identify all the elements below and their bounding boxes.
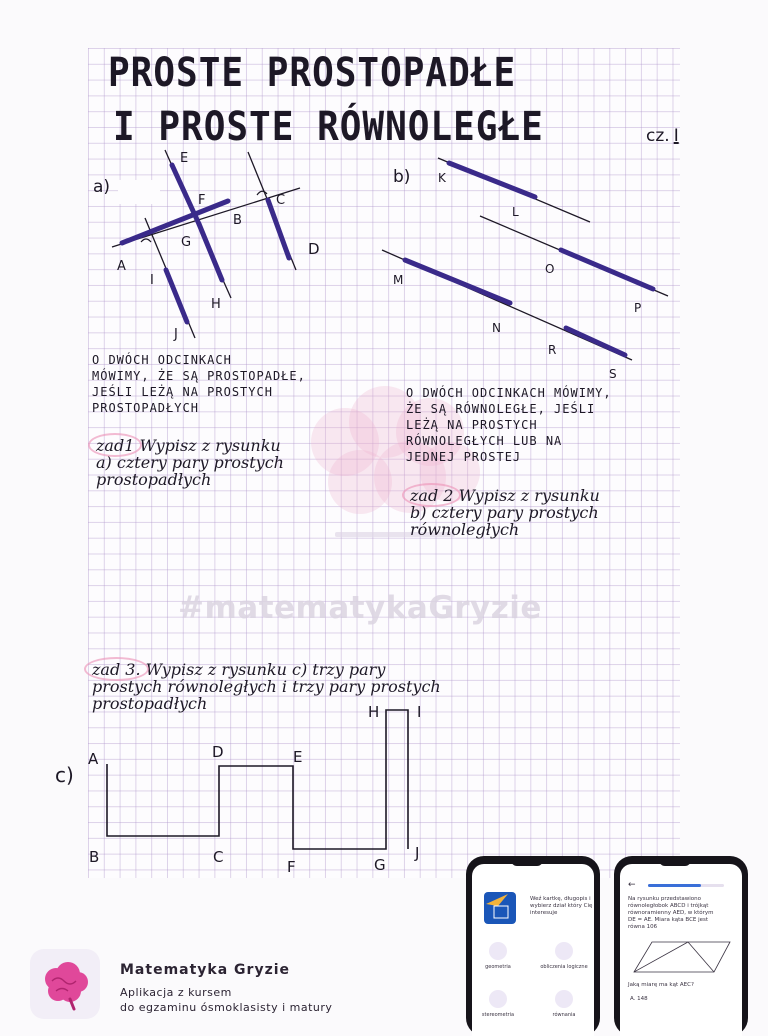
- point-c-d: D: [212, 743, 224, 761]
- category-geometry[interactable]: geometria: [485, 964, 511, 970]
- point-d: D: [308, 240, 320, 258]
- figure-c-polyline: [107, 710, 408, 849]
- point-h: H: [211, 297, 221, 312]
- task-3-number: zad 3.: [92, 660, 141, 679]
- page-title-line-2: I PROSTE RÓWNOLEGŁE: [113, 104, 544, 150]
- point-c-j: J: [415, 844, 420, 862]
- category-stereometry[interactable]: stereometria: [481, 1012, 515, 1018]
- point-c-i: I: [417, 703, 422, 721]
- phone-mockup-question: [614, 856, 748, 1036]
- figure-b-label: b): [393, 167, 411, 187]
- categories-intro: Weź kartkę, długopis i wybierz dział który Cię interesuje: [530, 896, 593, 916]
- brain-logo-icon: [30, 949, 100, 1019]
- point-o: O: [545, 262, 555, 276]
- point-e: E: [180, 151, 189, 166]
- answer-option-a[interactable]: A. 148: [630, 996, 648, 1002]
- category-logic[interactable]: obliczenia logiczne: [540, 964, 588, 970]
- stereometry-icon[interactable]: [489, 990, 507, 1008]
- point-i: I: [150, 273, 154, 288]
- task-1-text: Wypisz z rysunku a) cztery pary prostych prostopadłych: [96, 436, 284, 489]
- point-m: M: [393, 273, 404, 287]
- watermark-text: #matematykaGryzie: [178, 590, 542, 626]
- back-arrow-icon[interactable]: ←: [628, 880, 636, 890]
- task-2-text: Wypisz z rysunku b) cztery pary prostych równoległych: [410, 486, 600, 539]
- point-c-c: C: [213, 848, 224, 866]
- point-c-e: E: [293, 748, 303, 766]
- phone-notch: [511, 856, 543, 866]
- task-3-text: Wypisz z rysunku c) trzy pary prostych równoległych i trzy pary prostych prostopadłych: [92, 660, 441, 713]
- point-c: C: [276, 193, 286, 208]
- page-title-line-1: PROSTE PROSTOPADŁE: [108, 50, 517, 96]
- point-f: F: [198, 193, 206, 208]
- figure-a-label: a): [93, 177, 111, 197]
- question-text: Na rysunku przedstawiono równoległobok ABCD i trójkąt równoramienny AED, w którym DE = AE. Miara kąta BCE jest równa 106: [628, 896, 714, 930]
- task-1-number: zad1: [96, 436, 135, 455]
- app-name: Matematyka Gryzie: [120, 962, 291, 978]
- phone-mockup-categories: [466, 856, 600, 1036]
- point-k: K: [438, 171, 446, 185]
- point-r: R: [548, 343, 557, 357]
- parallelogram-figure: [630, 938, 734, 978]
- point-c-b: B: [89, 848, 100, 866]
- point-l: L: [512, 205, 519, 219]
- definition-perpendicular: O DWÓCH ODCINKACH MÓWIMY, ŻE SĄ PROSTOPADŁE, JEŚLI LEŻĄ NA PROSTYCH PROSTOPADŁYCH: [92, 353, 306, 415]
- phone-notch: [659, 856, 691, 866]
- progress-track: [648, 884, 724, 887]
- phone-screen-question: [620, 864, 742, 1036]
- category-equations[interactable]: równania: [552, 1012, 576, 1018]
- point-a: A: [117, 259, 126, 274]
- point-c-f: F: [287, 858, 296, 876]
- progress-fill: [648, 884, 701, 887]
- question-prompt: Jaką miarę ma kąt AEC?: [628, 982, 694, 988]
- geometry-icon[interactable]: [489, 942, 507, 960]
- point-c-a: A: [88, 750, 99, 768]
- task-2-number: zad 2: [410, 486, 454, 505]
- point-g: G: [181, 235, 192, 250]
- point-p: P: [634, 301, 642, 315]
- point-b: B: [233, 213, 242, 228]
- point-c-g: G: [374, 856, 386, 874]
- figure-c-label: c): [55, 763, 74, 787]
- point-j: J: [174, 327, 178, 342]
- title-part-prefix: cz.: [646, 126, 670, 146]
- app-description: Aplikacja z kursem do egzaminu ósmoklasisty i matury: [120, 986, 333, 1014]
- definition-parallel: O DWÓCH ODCINKACH MÓWIMY, ŻE SĄ RÓWNOLEGŁE, JEŚLI LEŻĄ NA PROSTYCH RÓWNOLEGŁYCH LUB NA JEDNEJ PROSTEJ: [406, 386, 612, 464]
- logic-icon[interactable]: [555, 942, 573, 960]
- title-part-number: I: [673, 126, 679, 146]
- equations-icon[interactable]: [555, 990, 573, 1008]
- point-s: S: [609, 367, 617, 381]
- phone-screen-categories: [472, 864, 594, 1036]
- ruler-triangle-icon: [484, 892, 516, 924]
- point-n: N: [492, 321, 501, 335]
- point-c-h: H: [368, 703, 380, 721]
- app-logo[interactable]: [30, 949, 100, 1019]
